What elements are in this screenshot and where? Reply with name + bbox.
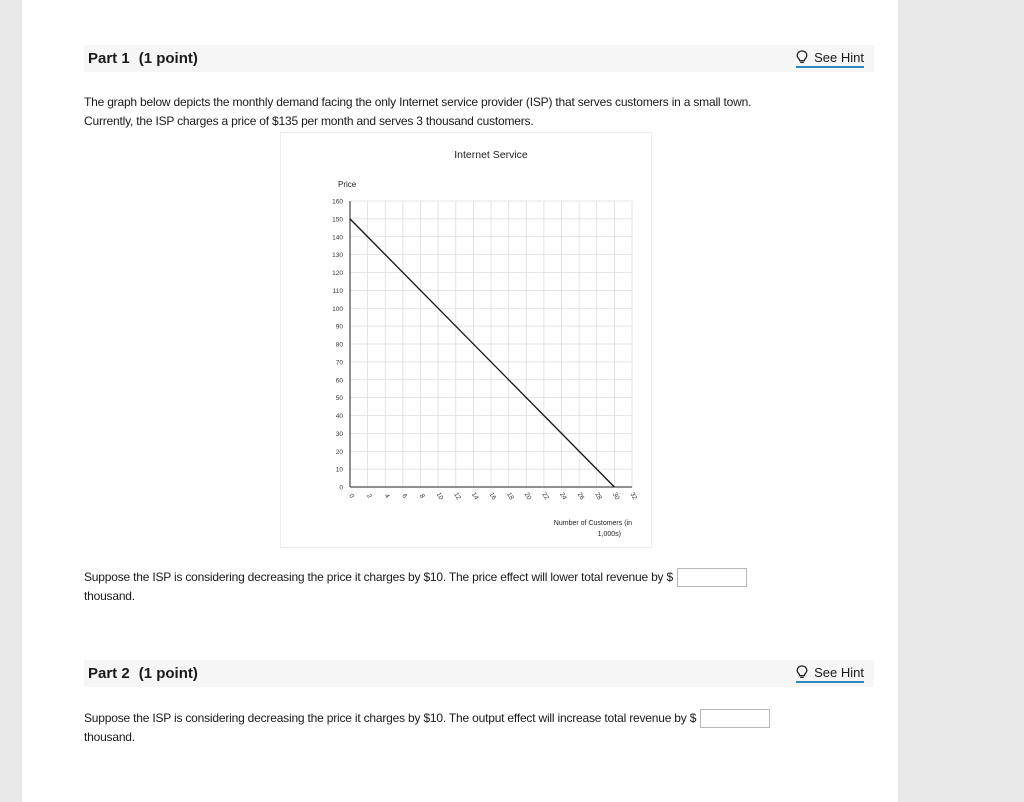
y-tick-label: 20 [335,448,343,456]
part2-title [88,665,198,682]
part1-question [84,568,844,606]
y-tick-label: 160 [332,198,343,206]
part2-answer-input[interactable] [700,709,770,728]
part1-question-line1 [84,568,844,587]
y-tick-label: 110 [332,287,343,295]
part2-question [84,709,844,747]
x-tick-label: 4 [382,492,391,500]
x-tick-label: 20 [522,491,533,502]
part1-hint-label: See Hint [814,49,864,65]
x-tick-label: 22 [540,491,551,502]
x-tick-label: 12 [452,491,462,502]
y-tick-label: 0 [339,484,343,492]
x-tick-label: 2 [364,492,373,500]
x-tick-label: 10 [434,491,445,502]
y-tick-label: 140 [332,234,343,242]
y-tick-label: 70 [335,359,343,367]
x-tick-label: 28 [593,491,603,502]
part2-question-text: Suppose the ISP is considering decreasing the price it charges by $10. The output effect will increase total revenue by $ [84,711,697,725]
part2-question-line2: thousand. [84,730,135,745]
part1-intro-line1: The graph below depicts the monthly demand facing the only Internet service provider (ISP) that serves customers in a small town. [84,95,752,109]
y-tick-label: 120 [332,270,343,277]
x-axis-label-line2: 1,000s) [597,531,621,538]
y-tick-label: 50 [335,395,343,403]
x-tick-label: 6 [400,492,409,500]
y-tick-label: 90 [335,323,343,331]
y-axis-label: Price [338,180,357,189]
lightbulb-icon [796,50,808,64]
x-tick-label: 0 [347,492,356,500]
y-tick-label: 100 [332,305,343,313]
part1-intro [84,93,844,131]
y-tick-label: 130 [332,252,343,260]
y-tick-label: 80 [335,341,343,349]
y-tick-label: 10 [335,466,343,474]
part2-see-hint-link[interactable] [796,665,864,683]
lightbulb-icon [796,665,808,679]
demand-chart-svg [281,133,653,549]
x-tick-label: 24 [557,491,568,502]
y-tick-label: 60 [335,377,343,385]
x-tick-label: 14 [469,491,480,502]
x-tick-label: 32 [628,491,639,502]
part1-answer-input[interactable] [677,568,747,587]
x-tick-label: 30 [610,491,621,502]
part1-intro-line2: Currently, the ISP charges a price of $135 per month and serves 3 thousand customers. [84,114,534,128]
x-axis-label-line1: Number of Customers (in [553,520,632,527]
y-tick-label: 150 [332,216,343,224]
question-page [22,0,898,802]
part1-title-label: Part 1 [88,50,130,67]
demand-chart [280,132,652,548]
x-tick-label: 8 [417,492,426,500]
part1-question-text: Suppose the ISP is considering decreasing the price it charges by $10. The price effect will lower total revenue by $ [84,570,673,584]
x-tick-label: 26 [575,491,586,502]
part1-header [84,45,874,72]
part2-header [84,660,874,687]
part1-points: (1 point) [138,50,198,67]
part1-title [88,50,198,67]
part2-question-line1 [84,709,844,728]
demand-curve [350,219,614,487]
y-tick-label: 40 [335,413,343,420]
part2-points: (1 point) [138,665,198,682]
y-tick-label: 30 [335,430,343,438]
part1-question-line2: thousand. [84,589,135,604]
part1-see-hint-link[interactable] [796,50,864,68]
part2-title-label: Part 2 [88,665,130,682]
x-tick-label: 18 [505,491,515,502]
chart-title: Internet Service [454,149,528,161]
x-tick-label: 16 [487,491,498,502]
part2-hint-label: See Hint [814,664,864,680]
